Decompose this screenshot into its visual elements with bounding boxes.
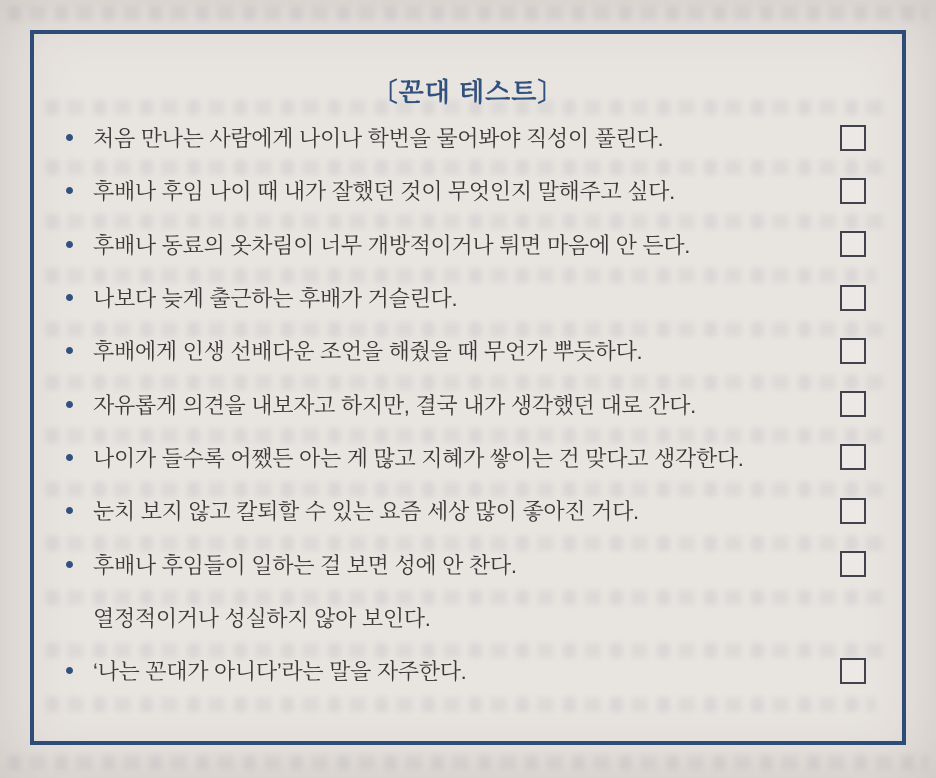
checklist-item (34, 218, 902, 271)
checkbox[interactable] (840, 391, 866, 417)
bullet-icon (66, 134, 73, 141)
checklist-item (34, 164, 902, 217)
bullet-icon (66, 507, 73, 514)
checklist-item (34, 324, 902, 377)
checkbox[interactable] (840, 231, 866, 257)
test-box (30, 30, 906, 745)
bleed-through-artifact (8, 6, 928, 21)
item-text: 후배나 후임 나이 때 내가 잘했던 것이 무엇인지 말해주고 싶다. (93, 179, 675, 205)
bullet-icon (66, 667, 73, 674)
checkbox[interactable] (840, 498, 866, 524)
checklist-item (34, 111, 902, 164)
checkbox[interactable] (840, 338, 866, 364)
bullet-icon (66, 294, 73, 301)
checkbox[interactable] (840, 125, 866, 151)
item-text: ‘나는 꼰대가 아니다’라는 말을 자주한다. (93, 659, 467, 685)
checkbox[interactable] (840, 178, 866, 204)
item-text: 후배나 후임들이 일하는 걸 보면 성에 안 찬다. (93, 552, 517, 578)
checkbox[interactable] (840, 444, 866, 470)
item-text: 후배나 동료의 옷차림이 너무 개방적이거나 튀면 마음에 안 든다. (93, 232, 691, 258)
item-text: 처음 만나는 사람에게 나이나 학번을 물어봐야 직성이 풀린다. (93, 126, 664, 152)
checkbox[interactable] (840, 658, 866, 684)
bullet-icon (66, 347, 73, 354)
checklist-item (34, 591, 902, 644)
checklist-item (34, 644, 902, 697)
checkbox[interactable] (840, 551, 866, 577)
test-title: 〔꼰대 테스트〕 (371, 77, 565, 107)
checklist-item (34, 377, 902, 430)
bullet-icon (66, 187, 73, 194)
item-text: 나이가 들수록 어쨌든 아는 게 많고 지혜가 쌓이는 건 맞다고 생각한다. (93, 445, 744, 471)
checklist-item (34, 431, 902, 484)
bullet-icon (66, 401, 73, 408)
checkbox[interactable] (840, 285, 866, 311)
checklist-item (34, 537, 902, 590)
item-text: 자유롭게 의견을 내보자고 하지만, 결국 내가 생각했던 대로 간다. (93, 392, 696, 418)
item-text: 열정적이거나 성실하지 않아 보인다. (93, 605, 431, 631)
item-text: 나보다 늦게 출근하는 후배가 거슬린다. (93, 286, 458, 312)
checklist-item (34, 484, 902, 537)
item-text: 후배에게 인생 선배다운 조언을 해줬을 때 무언가 뿌듯하다. (93, 339, 643, 365)
bleed-through-artifact (8, 755, 928, 770)
bullet-icon (66, 454, 73, 461)
item-text: 눈치 보지 않고 칼퇴할 수 있는 요즘 세상 많이 좋아진 거다. (93, 499, 639, 525)
checklist-item (34, 271, 902, 324)
checklist (34, 111, 902, 697)
bullet-icon (66, 561, 73, 568)
bullet-icon (66, 241, 73, 248)
